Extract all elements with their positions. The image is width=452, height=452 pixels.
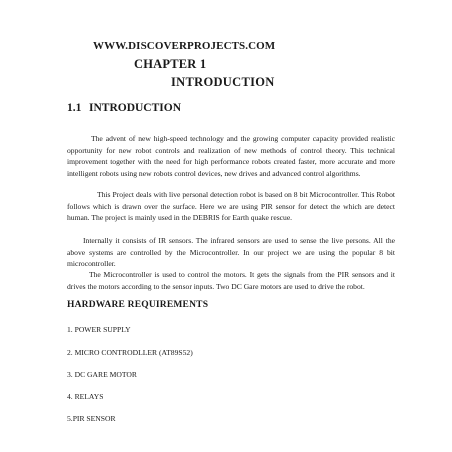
chapter-title: INTRODUCTION bbox=[171, 75, 275, 89]
section-title: INTRODUCTION bbox=[89, 102, 182, 114]
paragraph-3: Internally it consists of IR sensors. The infrared sensors are used to sense the live persons. All the above systems are controlled by the Microcontroller. In our project we are using the popular 8 bit microcontroller. bbox=[67, 236, 395, 269]
paragraph-2: This Project deals with live personal detection robot is based on 8 bit Microcontroller. This Robot follows which is drawn over the surface. Here we are using PIR sensor for detect the which are detect human. The project is mainly used in the DEBRIS for Earth quake rescue. bbox=[67, 190, 395, 223]
section-heading bbox=[67, 102, 181, 114]
chapter-label: CHAPTER 1 bbox=[134, 57, 207, 71]
hardware-heading: HARDWARE REQUIREMENTS bbox=[67, 300, 209, 310]
requirement-item: 3. DC GARE MOTOR bbox=[67, 370, 137, 379]
requirement-item: 4. RELAYS bbox=[67, 392, 104, 401]
site-url: WWW.DISCOVERPROJECTS.COM bbox=[93, 40, 276, 52]
requirement-item: 2. MICRO CONTRODLLER (AT89S52) bbox=[67, 348, 193, 357]
paragraph-4: The Microcontroller is used to control the motors. It gets the signals from the PIR sensors and it drives the motors according to the sensor inputs. Two DC Gare motors are used to drive the robot. bbox=[67, 270, 395, 291]
requirement-item: 5.PIR SENSOR bbox=[67, 414, 116, 423]
paragraph-1: The advent of new high-speed technology and the growing computer capacity provided realistic opportunity for new robot controls and realization of new methods of control theory. This technical improvement together with the need for high performance robots created faster, more accurate and more intelligent robots using new robots control devices, new drives and advanced control algorithms. bbox=[67, 134, 395, 178]
requirement-item: 1. POWER SUPPLY bbox=[67, 325, 131, 334]
section-number: 1.1 bbox=[67, 102, 82, 114]
